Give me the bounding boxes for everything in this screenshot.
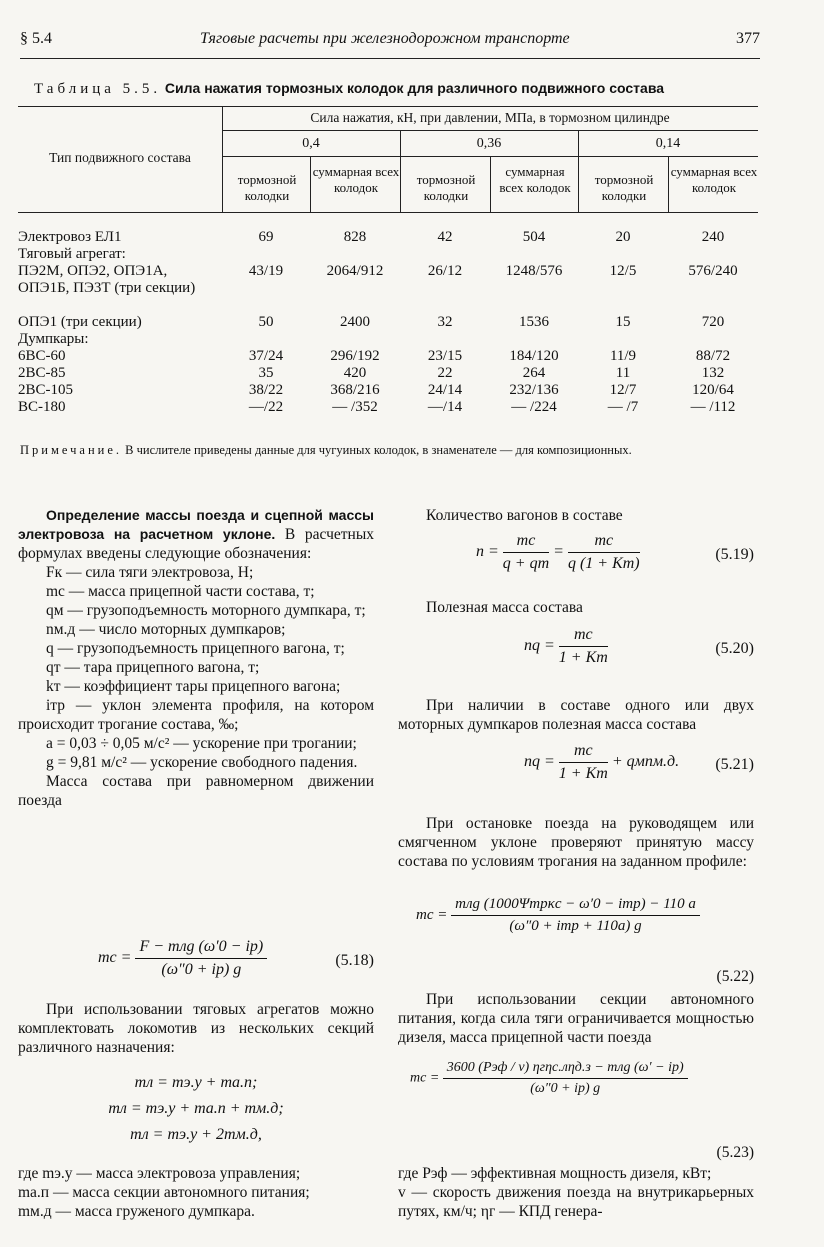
- equation-numerator: mс: [568, 532, 640, 553]
- pressure-header: 0,14: [655, 136, 681, 151]
- equation-number: (5.20): [715, 640, 754, 657]
- subheader-total: суммарная всех колодок: [499, 164, 571, 195]
- equation-denominator: (ω″0 + iтр + 110a) g: [509, 918, 642, 934]
- subheader-total: суммарная всех колодок: [670, 164, 758, 195]
- table-row-name: 2ВС-105: [18, 382, 74, 398]
- running-header: [20, 30, 760, 56]
- definition-item: qт — тара прицепного вагона, т;: [46, 659, 260, 676]
- equation-denominator: 1 + Kт: [558, 765, 608, 782]
- table-caption-label: Таблица 5.5.: [34, 81, 162, 97]
- aggregate-equation: mл = mэ.у + mа.п + mм.д;: [108, 1100, 284, 1117]
- table-cell: 120/64: [692, 382, 734, 398]
- header-rule: [20, 58, 760, 59]
- table-cell: 1248/576: [505, 263, 563, 279]
- where-item: где mэ.у — масса электровоза управления;: [18, 1165, 301, 1182]
- subheader-total: суммарная всех колодок: [312, 164, 400, 195]
- table-cell: 420: [343, 365, 367, 381]
- section-heading-paragraph: [18, 506, 374, 563]
- left-where-block: [18, 1164, 374, 1221]
- equation-fraction: [568, 532, 640, 573]
- table-cell: 368/216: [330, 382, 380, 398]
- section-number: § 5.4: [20, 30, 52, 47]
- equation-fraction: [451, 896, 700, 935]
- col-group-header: Сила нажатия, кН, при давлении, МПа, в тормозном цилиндре: [310, 110, 670, 125]
- table-cell: 69: [258, 229, 274, 245]
- mass-text: Масса состава при равномерном движении поезда: [18, 773, 374, 809]
- table-note-label: Примечание.: [20, 443, 123, 457]
- equation-number: (5.21): [715, 756, 754, 773]
- equation-numerator: mлg (1000Ψтрκс − ω′0 − iтр) − 110 a: [451, 896, 700, 916]
- equation-number: (5.22): [716, 968, 754, 985]
- table-note-text: В числителе приведены данные для чугуиных колодок, в знаменателе — для композиционных.: [125, 443, 632, 457]
- table-cell: —/22: [248, 399, 284, 415]
- equation-5-19: n = $\frac{mс}{q + qт}$ = $\frac{mс}{q (1 + Kт)}$ (5.19): [476, 532, 754, 572]
- running-title: Тяговые расчеты при железнодорожном транспорте: [200, 30, 570, 47]
- table-caption-title: Сила нажатия тормозных колодок для различного подвижного состава: [164, 80, 665, 96]
- where-item: v — скорость движения поезда на внутрикарьерных путях, км/ч; ηг — КПД генера-: [398, 1184, 754, 1220]
- brake-force-table: [18, 106, 758, 424]
- definition-item: mc — масса прицепной части состава, т;: [46, 583, 315, 600]
- equation-lhs: mс =: [98, 949, 132, 967]
- equation-lhs: mс =: [416, 906, 448, 923]
- left-column: [18, 506, 374, 810]
- table-cell: 20: [615, 229, 631, 245]
- table-row-name: ПЭ2М, ОПЭ2, ОПЭ1А, ОПЭ1Б, ПЭ3Т (три секции): [18, 263, 196, 296]
- right-stop-text: [398, 814, 754, 871]
- table-cell: 38/22: [248, 382, 284, 398]
- table-cell: 240: [701, 229, 725, 245]
- table-row-name: ОПЭ1 (три секции): [18, 314, 142, 330]
- table-cell: 42: [437, 229, 453, 245]
- equation-lhs: nq =: [524, 637, 555, 655]
- left-column-lower: [18, 1000, 374, 1057]
- definition-item: g = 9,81 м/с² — ускорение свободного падения.: [46, 754, 358, 771]
- table-row-name: 6ВС-60: [18, 348, 66, 364]
- table-row-name: Думпкары:: [18, 331, 89, 347]
- table-row-name: Тяговый агрегат:: [18, 246, 126, 262]
- stop-text: При остановке поезда на руководящем или смягченном уклоне проверяют принятую массу состава по условиям трогания на заданном профиле:: [398, 815, 754, 870]
- equation-tail: + qмnм.д.: [611, 753, 680, 771]
- definition-item: kт — коэффициент тары прицепного вагона;: [46, 678, 341, 695]
- equation-fraction: [559, 626, 608, 667]
- subheader-shoe: тормозной колодки: [416, 172, 476, 203]
- equation-lhs: mс =: [410, 1070, 440, 1086]
- equation-number: (5.18): [335, 952, 374, 969]
- col-type-header: Тип подвижного состава: [49, 150, 191, 165]
- count-text: Количество вагонов в составе: [426, 507, 623, 524]
- where-item: где Pэф — эффективная мощность дизеля, кВт;: [398, 1165, 712, 1182]
- equation-fraction: [443, 1060, 688, 1097]
- right-where-block: [398, 1164, 754, 1221]
- equation-denominator: q (1 + Kт): [567, 555, 640, 572]
- subheader-shoe: тормозной колодки: [237, 172, 297, 203]
- table-cell: 2064/912: [326, 263, 384, 279]
- table-cell: 43/19: [248, 263, 284, 279]
- table-cell: 132: [701, 365, 725, 381]
- definition-item: nм.д — число моторных думпкаров;: [46, 621, 286, 638]
- equation-numerator: mс: [559, 742, 608, 763]
- right-auto-text: [398, 990, 754, 1047]
- equation-5-23: [410, 1060, 754, 1114]
- right-motor-text: [398, 696, 754, 734]
- aggregate-text: При использовании тяговых агрегатов можно комплектовать локомотив из нескольких секций различного назначения:: [18, 1001, 374, 1056]
- table-cell: 264: [522, 365, 546, 381]
- table-cell: 296/192: [330, 348, 380, 364]
- equation-lhs: nq =: [524, 753, 555, 771]
- equation-numerator: 3600 (Pэф / v) ηгηс.лηд.з − mлg (ω′ − iр): [443, 1060, 688, 1079]
- where-item: mа.п — масса секции автономного питания;: [18, 1184, 310, 1201]
- right-useful-text: [398, 598, 754, 617]
- useful-text: Полезная масса состава: [426, 599, 583, 616]
- table-cell: — /352: [332, 399, 378, 415]
- auto-text: При использовании секции автономного питания, когда сила тяги ограничивается мощностью дизеля, масса прицепной части поезда: [398, 991, 754, 1046]
- table-caption: [34, 80, 754, 98]
- table-cell: 37/24: [248, 348, 284, 364]
- equation-numerator: F − mлg (ω′0 − iр): [135, 938, 267, 959]
- definition-item: qм — грузоподъемность моторного думпкара, т;: [46, 602, 366, 619]
- definition-item: Fк — сила тяги электровоза, Н;: [46, 564, 254, 581]
- equation-denominator: (ω″0 + iр) g: [530, 1081, 601, 1096]
- equation-denominator: q + qт: [502, 555, 550, 572]
- table-cell: 576/240: [688, 263, 738, 279]
- pressure-header: 0,4: [302, 136, 320, 151]
- table-cell: 828: [343, 229, 367, 245]
- aggregate-equation: mл = mэ.у + mа.п;: [134, 1074, 258, 1091]
- table-cell: 504: [522, 229, 546, 245]
- equation-5-21: [524, 742, 754, 790]
- table-cell: 232/136: [509, 382, 559, 398]
- definition-item: a = 0,03 ÷ 0,05 м/с² — ускорение при трогании;: [46, 735, 357, 752]
- table-cell: 720: [701, 314, 725, 330]
- equation-lhs: n =: [476, 543, 499, 561]
- table-cell: 32: [437, 314, 453, 330]
- motor-text: При наличии в составе одного или двух моторных думпкаров полезная масса состава: [398, 697, 754, 733]
- table-cell: — /112: [690, 399, 736, 415]
- definition-item: q — грузоподъемность прицепного вагона, т;: [46, 640, 345, 657]
- page-number: 377: [736, 30, 760, 47]
- aggregate-equations: [18, 1070, 374, 1148]
- table-cell: 22: [437, 365, 453, 381]
- table-cell: —/14: [427, 399, 463, 415]
- aggregate-equation: mл = mэ.у + 2mм.д,: [130, 1126, 262, 1143]
- table-cell: 15: [615, 314, 631, 330]
- table-cell: 11/9: [609, 348, 637, 364]
- definition-item: iтр — уклон элемента профиля, на котором происходит трогание состава, ‰;: [18, 697, 374, 733]
- equation-fraction: [135, 938, 267, 979]
- table-row-name: 2ВС-85: [18, 365, 66, 381]
- equation-5-22: [416, 896, 754, 946]
- table-cell: 26/12: [427, 263, 463, 279]
- table-cell: 12/5: [609, 263, 637, 279]
- equation-denominator: 1 + Kт: [558, 649, 608, 666]
- table-cell: 24/14: [427, 382, 463, 398]
- table-note: [20, 442, 760, 458]
- equation-number: (5.19): [715, 546, 754, 563]
- table-cell: — /7: [607, 399, 639, 415]
- table-cell: 50: [258, 314, 274, 330]
- table-cell: — /224: [511, 399, 557, 415]
- equation-fraction: [503, 532, 549, 573]
- intro-text: В расчетных формулах введены следующие обозначения:: [18, 526, 375, 562]
- table-cell: 11: [615, 365, 631, 381]
- equation-5-20: [524, 626, 754, 674]
- pressure-header: 0,36: [476, 136, 502, 151]
- table-row-name: ВС-180: [18, 399, 66, 415]
- equation-5-18: [98, 938, 374, 984]
- table-cell: 184/120: [509, 348, 559, 364]
- section-heading: Определение массы поезда и сцепной массы электровоза на расчетном уклоне.: [18, 507, 374, 542]
- table-row-name: Электровоз ЕЛ1: [18, 229, 122, 245]
- equation-denominator: (ω″0 + iр) g: [161, 961, 242, 978]
- table-cell: 1536: [519, 314, 549, 330]
- right-count-text: [398, 506, 754, 525]
- table-cell: 12/7: [609, 382, 637, 398]
- equation-numerator: mс: [559, 626, 608, 647]
- table-cell: 35: [258, 365, 274, 381]
- equation-fraction: [559, 742, 608, 783]
- where-item: mм.д — масса груженого думпкара.: [18, 1203, 255, 1220]
- subheader-shoe: тормозной колодки: [594, 172, 654, 203]
- table-cell: 88/72: [695, 348, 731, 364]
- table-cell: 23/15: [427, 348, 463, 364]
- table-cell: 2400: [340, 314, 370, 330]
- equation-number: (5.23): [716, 1144, 754, 1161]
- equation-numerator: mс: [503, 532, 549, 553]
